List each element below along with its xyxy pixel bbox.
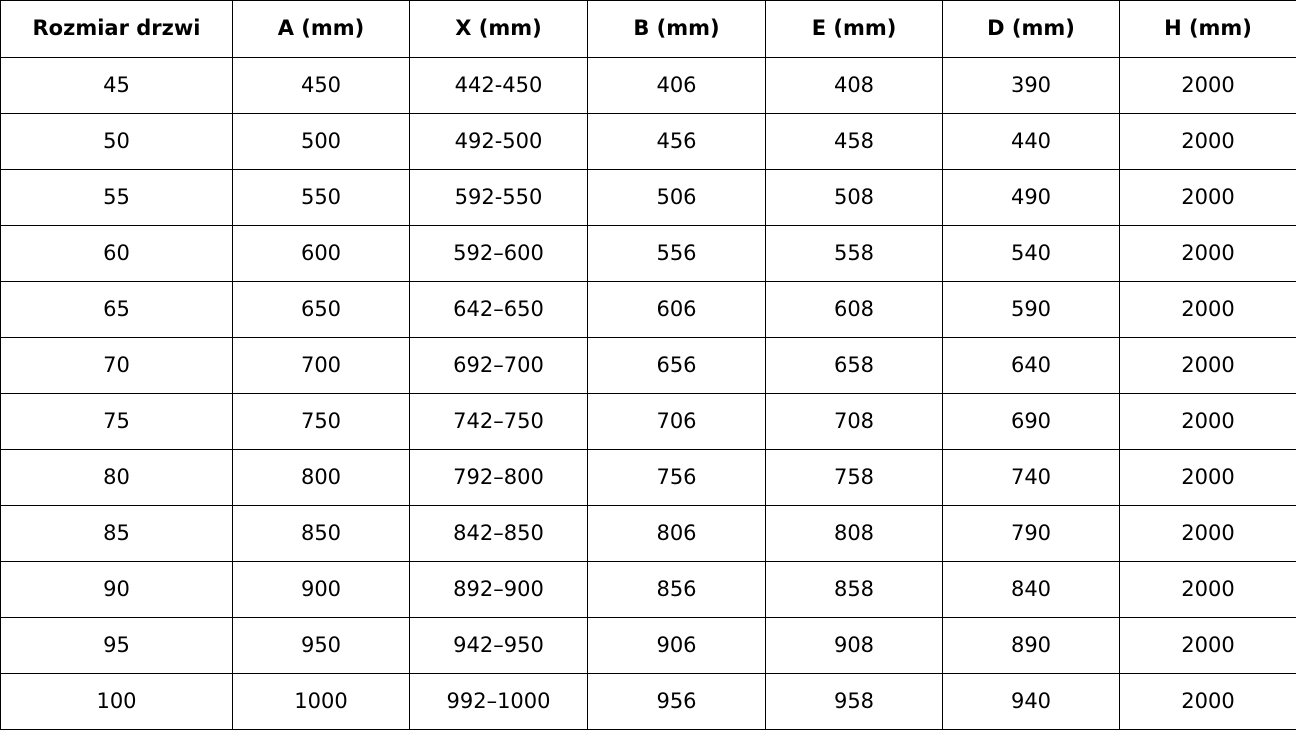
cell-h: 2000 bbox=[1120, 450, 1296, 506]
table-row bbox=[1, 170, 1296, 226]
cell-door-size: 80 bbox=[1, 450, 233, 506]
table-row bbox=[1, 674, 1296, 730]
cell-b: 506 bbox=[588, 170, 766, 226]
cell-d: 590 bbox=[943, 282, 1120, 338]
cell-b: 756 bbox=[588, 450, 766, 506]
cell-h: 2000 bbox=[1120, 338, 1296, 394]
cell-a: 800 bbox=[233, 450, 410, 506]
cell-b: 906 bbox=[588, 618, 766, 674]
column-header-h: H (mm) bbox=[1120, 1, 1296, 58]
cell-x: 492-500 bbox=[410, 114, 588, 170]
cell-e: 408 bbox=[766, 58, 943, 114]
cell-x: 892–900 bbox=[410, 562, 588, 618]
cell-door-size: 50 bbox=[1, 114, 233, 170]
cell-x: 742–750 bbox=[410, 394, 588, 450]
cell-h: 2000 bbox=[1120, 282, 1296, 338]
table-row bbox=[1, 450, 1296, 506]
cell-e: 508 bbox=[766, 170, 943, 226]
cell-door-size: 45 bbox=[1, 58, 233, 114]
cell-b: 856 bbox=[588, 562, 766, 618]
cell-e: 558 bbox=[766, 226, 943, 282]
table-row bbox=[1, 562, 1296, 618]
cell-d: 790 bbox=[943, 506, 1120, 562]
cell-e: 758 bbox=[766, 450, 943, 506]
cell-a: 700 bbox=[233, 338, 410, 394]
table-row bbox=[1, 282, 1296, 338]
cell-b: 606 bbox=[588, 282, 766, 338]
cell-b: 456 bbox=[588, 114, 766, 170]
cell-d: 440 bbox=[943, 114, 1120, 170]
column-header-door-size: Rozmiar drzwi bbox=[1, 1, 233, 58]
cell-d: 490 bbox=[943, 170, 1120, 226]
cell-x: 942–950 bbox=[410, 618, 588, 674]
cell-h: 2000 bbox=[1120, 226, 1296, 282]
cell-e: 458 bbox=[766, 114, 943, 170]
cell-e: 908 bbox=[766, 618, 943, 674]
cell-e: 658 bbox=[766, 338, 943, 394]
cell-a: 600 bbox=[233, 226, 410, 282]
table-header-row bbox=[1, 1, 1296, 58]
cell-e: 858 bbox=[766, 562, 943, 618]
cell-x: 692–700 bbox=[410, 338, 588, 394]
cell-door-size: 95 bbox=[1, 618, 233, 674]
cell-h: 2000 bbox=[1120, 170, 1296, 226]
cell-door-size: 70 bbox=[1, 338, 233, 394]
cell-h: 2000 bbox=[1120, 562, 1296, 618]
cell-door-size: 60 bbox=[1, 226, 233, 282]
cell-e: 608 bbox=[766, 282, 943, 338]
cell-x: 592-550 bbox=[410, 170, 588, 226]
cell-door-size: 75 bbox=[1, 394, 233, 450]
cell-a: 650 bbox=[233, 282, 410, 338]
cell-x: 842–850 bbox=[410, 506, 588, 562]
cell-e: 808 bbox=[766, 506, 943, 562]
table-row bbox=[1, 114, 1296, 170]
cell-door-size: 90 bbox=[1, 562, 233, 618]
cell-a: 450 bbox=[233, 58, 410, 114]
table-row bbox=[1, 506, 1296, 562]
cell-x: 792–800 bbox=[410, 450, 588, 506]
table-row bbox=[1, 338, 1296, 394]
table-row bbox=[1, 618, 1296, 674]
cell-e: 958 bbox=[766, 674, 943, 730]
cell-a: 950 bbox=[233, 618, 410, 674]
cell-h: 2000 bbox=[1120, 394, 1296, 450]
cell-x: 992–1000 bbox=[410, 674, 588, 730]
cell-x: 592–600 bbox=[410, 226, 588, 282]
cell-b: 556 bbox=[588, 226, 766, 282]
cell-b: 956 bbox=[588, 674, 766, 730]
cell-b: 656 bbox=[588, 338, 766, 394]
cell-h: 2000 bbox=[1120, 674, 1296, 730]
cell-d: 640 bbox=[943, 338, 1120, 394]
cell-b: 406 bbox=[588, 58, 766, 114]
cell-door-size: 85 bbox=[1, 506, 233, 562]
cell-door-size: 55 bbox=[1, 170, 233, 226]
cell-a: 500 bbox=[233, 114, 410, 170]
cell-h: 2000 bbox=[1120, 618, 1296, 674]
cell-a: 750 bbox=[233, 394, 410, 450]
cell-d: 740 bbox=[943, 450, 1120, 506]
column-header-a: A (mm) bbox=[233, 1, 410, 58]
column-header-b: B (mm) bbox=[588, 1, 766, 58]
cell-a: 550 bbox=[233, 170, 410, 226]
column-header-e: E (mm) bbox=[766, 1, 943, 58]
cell-a: 1000 bbox=[233, 674, 410, 730]
table-body bbox=[1, 58, 1296, 730]
column-header-x: X (mm) bbox=[410, 1, 588, 58]
cell-x: 442-450 bbox=[410, 58, 588, 114]
cell-x: 642–650 bbox=[410, 282, 588, 338]
cell-d: 390 bbox=[943, 58, 1120, 114]
table-row bbox=[1, 226, 1296, 282]
table-row bbox=[1, 58, 1296, 114]
cell-door-size: 100 bbox=[1, 674, 233, 730]
cell-door-size: 65 bbox=[1, 282, 233, 338]
cell-d: 940 bbox=[943, 674, 1120, 730]
cell-d: 890 bbox=[943, 618, 1120, 674]
cell-d: 540 bbox=[943, 226, 1120, 282]
cell-a: 900 bbox=[233, 562, 410, 618]
cell-h: 2000 bbox=[1120, 506, 1296, 562]
cell-a: 850 bbox=[233, 506, 410, 562]
cell-e: 708 bbox=[766, 394, 943, 450]
table-row bbox=[1, 394, 1296, 450]
table-header bbox=[1, 1, 1296, 58]
cell-b: 806 bbox=[588, 506, 766, 562]
cell-h: 2000 bbox=[1120, 114, 1296, 170]
cell-d: 690 bbox=[943, 394, 1120, 450]
column-header-d: D (mm) bbox=[943, 1, 1120, 58]
cell-d: 840 bbox=[943, 562, 1120, 618]
cell-b: 706 bbox=[588, 394, 766, 450]
cell-h: 2000 bbox=[1120, 58, 1296, 114]
